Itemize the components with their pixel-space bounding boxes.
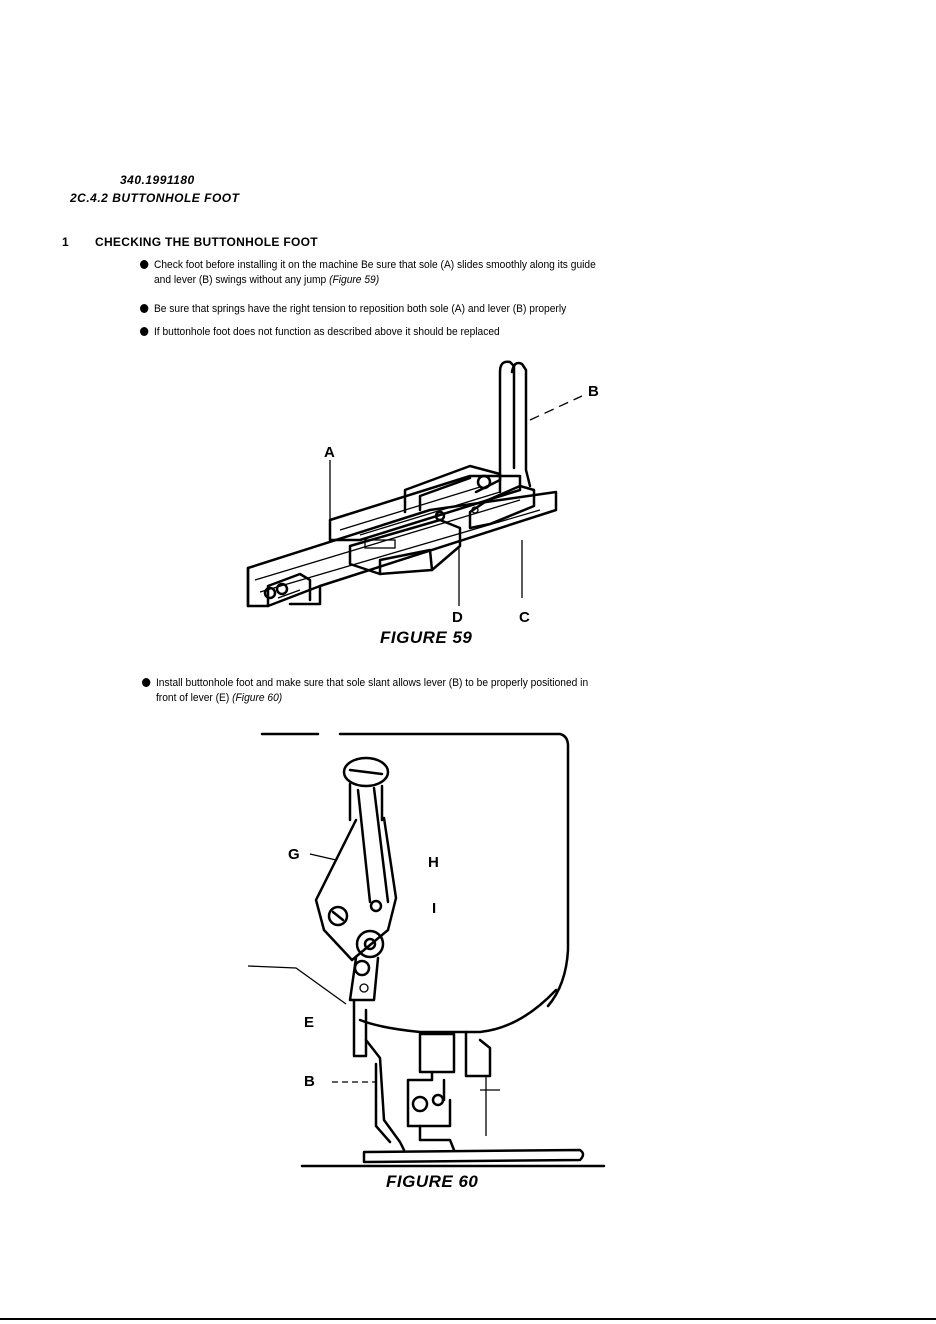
bullet-text-cont: and lever (B) swings without any jump: [153, 274, 330, 286]
bullet-text: If buttonhole foot does not function as described above it should be replaced: [153, 326, 500, 338]
figure-60-label-h: H: [428, 854, 439, 871]
figure-60-label-g: G: [288, 846, 300, 863]
figure-60-label-e: E: [304, 1014, 315, 1031]
figure-59-label-c: C: [519, 609, 530, 626]
figure-59-caption: FIGURE 59: [380, 628, 473, 647]
subsection-number: 1: [62, 235, 69, 249]
figure-59-label-d: D: [452, 609, 463, 626]
figure-reference: (Figure 59): [329, 274, 380, 286]
bullet-text: Check foot before installing it on the machine Be sure that sole (A) slides smoothly along its guide: [153, 259, 596, 271]
bullet-text: Be sure that springs have the right tension to reposition both sole (A) and lever (B) properly: [153, 303, 567, 315]
document-number: 340.1991180: [120, 173, 195, 187]
figure-60-caption: FIGURE 60: [386, 1172, 479, 1191]
bullet-text-cont: front of lever (E): [155, 692, 233, 704]
figure-60-label-b: B: [304, 1073, 315, 1090]
figure-60-label-i: I: [432, 900, 437, 917]
figure-reference: (Figure 60): [232, 692, 283, 704]
bullet-text: Install buttonhole foot and make sure that sole slant allows lever (B) to be properly positioned in: [155, 677, 589, 689]
subsection-title: CHECKING THE BUTTONHOLE FOOT: [95, 235, 318, 249]
section-heading: 2C.4.2 BUTTONHOLE FOOT: [70, 191, 240, 205]
figure-59-label-b: B: [588, 383, 599, 400]
figure-59-label-a: A: [324, 444, 335, 461]
page-bottom-rule: [0, 1318, 936, 1320]
